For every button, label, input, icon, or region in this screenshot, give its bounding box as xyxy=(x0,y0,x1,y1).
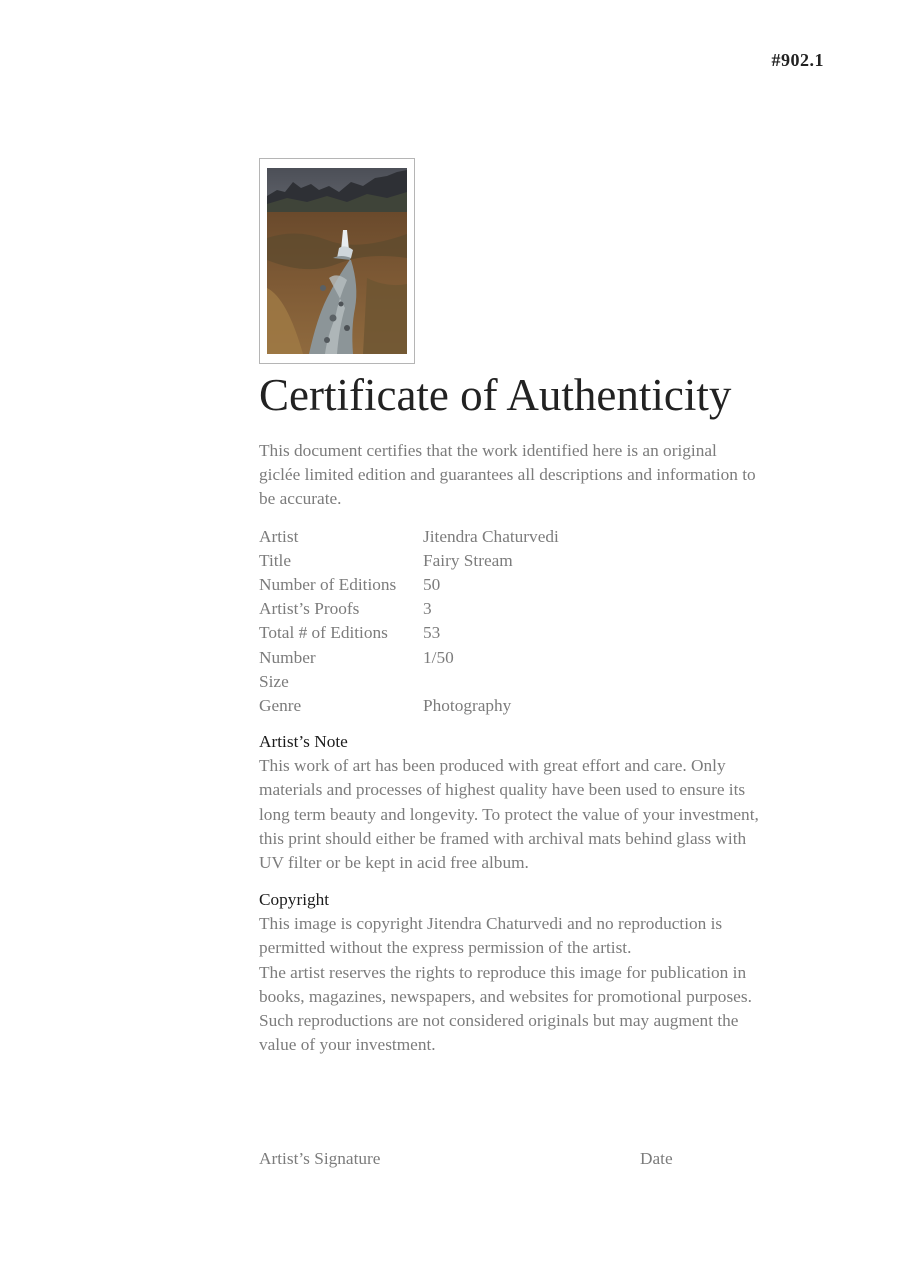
detail-value: Jitendra Chaturvedi xyxy=(423,526,559,546)
detail-value: 53 xyxy=(423,623,441,643)
detail-value xyxy=(423,670,559,694)
intro-paragraph: This document certifies that the work identified here is an original giclée limited edition and guarantees all descriptions and information to be accurate. xyxy=(259,441,756,509)
artists-note-text: This work of art has been produced with great effort and care. Only materials and processes of highest quality have been used to ensure its long term beauty and longevity. To protect the value of your investment, this print should either be framed with archival mats behind glass with UV filter or be kept in acid free album. xyxy=(259,756,759,873)
artwork-details-table xyxy=(259,525,559,719)
detail-row-size xyxy=(259,670,559,694)
detail-value: 3 xyxy=(423,599,432,619)
detail-value: 1/50 xyxy=(423,647,454,667)
detail-label: Number xyxy=(259,647,316,667)
detail-row-number xyxy=(259,646,559,670)
detail-row-artist xyxy=(259,525,559,549)
detail-label: Size xyxy=(259,671,289,691)
detail-label: Number of Editions xyxy=(259,575,397,595)
detail-value: Fairy Stream xyxy=(423,550,513,570)
detail-row-number-of-editions xyxy=(259,573,559,597)
date-label: Date xyxy=(640,1149,673,1168)
landscape-photo-thumbnail xyxy=(267,168,407,354)
copyright-heading: Copyright xyxy=(259,890,330,910)
detail-value: Photography xyxy=(423,696,512,716)
artwork-thumbnail-frame xyxy=(259,158,415,364)
artists-note-heading: Artist’s Note xyxy=(259,732,348,752)
detail-value: 50 xyxy=(423,575,441,595)
detail-label: Title xyxy=(259,550,292,570)
artist-signature-label: Artist’s Signature xyxy=(259,1149,381,1168)
page-title: Certificate of Authenticity xyxy=(259,370,732,420)
copyright-text: This image is copyright Jitendra Chaturvedi and no reproduction is permitted without the express permission of the artist. xyxy=(259,914,723,958)
detail-label: Artist’s Proofs xyxy=(259,599,360,619)
detail-row-artists-proofs xyxy=(259,597,559,621)
detail-label: Total # of Editions xyxy=(259,623,388,643)
detail-row-genre xyxy=(259,694,559,718)
detail-row-title xyxy=(259,549,559,573)
detail-row-total-editions xyxy=(259,621,559,645)
certificate-number: #902.1 xyxy=(771,50,824,70)
detail-label: Artist xyxy=(259,526,299,546)
copyright-rights-text: The artist reserves the rights to reproduce this image for publication in books, magazines, newspapers, and websites for promotional purposes. Such reproductions are not considered originals but may augment the value of your investment. xyxy=(259,962,752,1055)
certificate-body xyxy=(259,439,759,1057)
detail-label: Genre xyxy=(259,696,302,716)
